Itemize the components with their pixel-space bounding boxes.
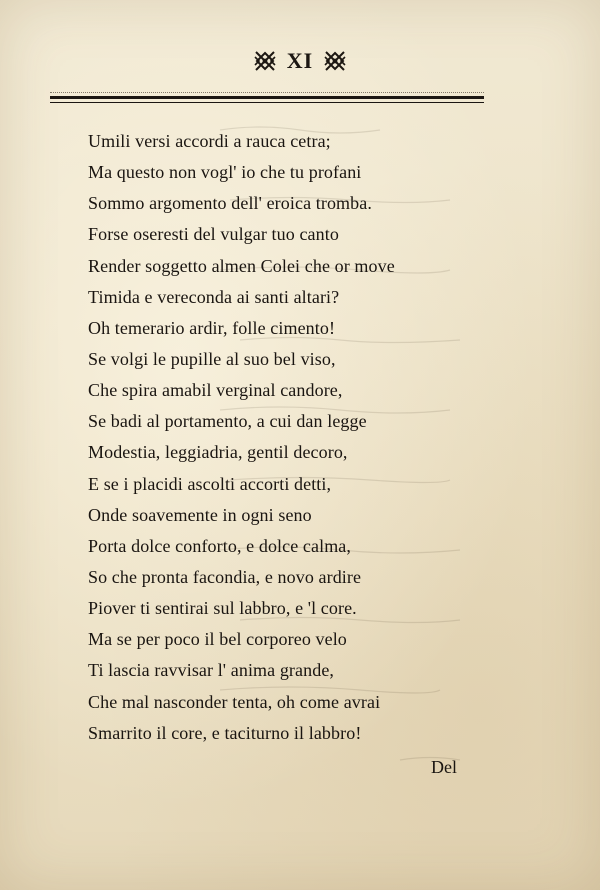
verse-line: Oh temerario ardir, folle cimento! xyxy=(88,317,336,338)
verse-line: Piover ti sentirai sul labbro, e 'l core. xyxy=(88,598,357,619)
verse-line: Smarrito il core, e taciturno il labbro! xyxy=(88,722,362,743)
poem-verses xyxy=(88,126,508,749)
verse-line: Porta dolce conforto, e dolce calma, xyxy=(88,535,351,556)
verse-line: Umili versi accordi a rauca cetra; xyxy=(88,131,331,151)
verse-line: Sommo argomento dell' eroica tromba. xyxy=(88,193,372,214)
verse-line: Se badi al portamento, a cui dan legge xyxy=(88,411,367,432)
verse-line: So che pronta facondia, e novo ardire xyxy=(88,566,362,587)
catchword: Del xyxy=(431,757,457,777)
header-rule-dotted xyxy=(50,92,484,94)
fleuron-left-icon xyxy=(253,49,277,73)
header-rule-thin xyxy=(50,102,484,103)
verse-line: Modestia, leggiadria, gentil decoro, xyxy=(88,442,348,463)
header-rule-thick xyxy=(50,96,484,99)
page-header xyxy=(0,46,600,76)
verse-line: Render soggetto almen Colei che or move xyxy=(88,255,395,276)
verse-line: Forse oseresti del vulgar tuo canto xyxy=(88,224,339,245)
verse-line: Se volgi le pupille al suo bel viso, xyxy=(88,348,336,369)
verse-line: E se i placidi ascolti accorti detti, xyxy=(88,473,332,494)
verse-line: Ma questo non vogl' io che tu profani xyxy=(88,162,362,183)
verse-line: Ti lascia ravvisar l' anima grande, xyxy=(88,660,335,681)
page-number: XI xyxy=(286,48,314,73)
fleuron-right-icon xyxy=(323,49,347,73)
verse-line: Che mal nasconder tenta, oh come avrai xyxy=(88,691,381,712)
verse-line: Ma se per poco il bel corporeo velo xyxy=(88,629,347,650)
verse-line: Timida e vereconda ai santi altari? xyxy=(88,286,340,307)
verse-line: Che spira amabil verginal candore, xyxy=(88,380,343,401)
verse-line: Onde soavemente in ogni seno xyxy=(88,504,312,525)
